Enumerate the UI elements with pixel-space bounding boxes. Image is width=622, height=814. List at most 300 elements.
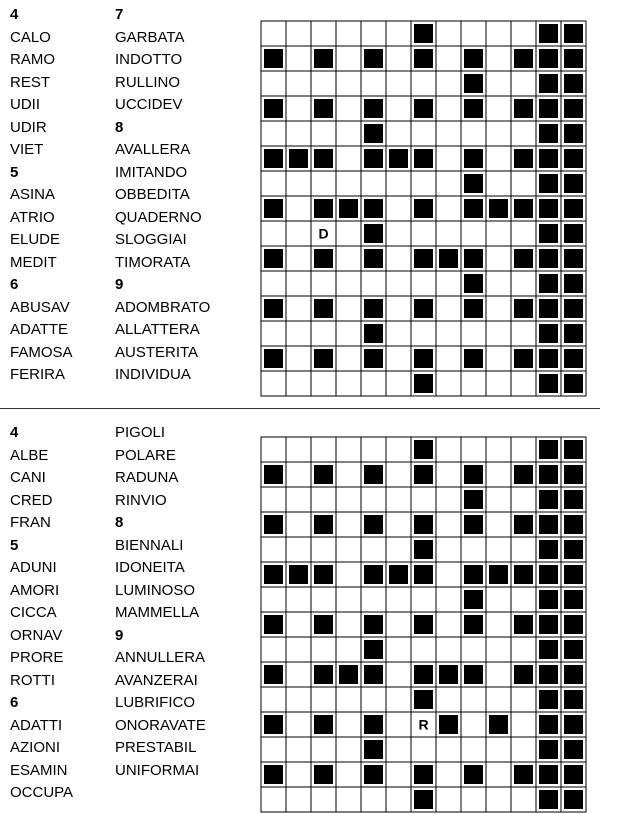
grid-cell[interactable]: [336, 712, 361, 737]
grid-cell[interactable]: [486, 687, 511, 712]
black-cell: [511, 296, 536, 321]
black-cell: [261, 246, 286, 271]
grid-cell[interactable]: [511, 437, 536, 462]
grid-cell[interactable]: [286, 46, 311, 71]
grid-cell[interactable]: [286, 787, 311, 812]
grid-cell[interactable]: [336, 687, 361, 712]
grid-cell[interactable]: [311, 487, 336, 512]
word-entry: PRORE: [10, 649, 64, 666]
grid-cell[interactable]: [336, 587, 361, 612]
grid-cell[interactable]: [486, 321, 511, 346]
grid-cell[interactable]: [461, 371, 486, 396]
grid-cell[interactable]: [486, 437, 511, 462]
grid-cell[interactable]: [361, 587, 386, 612]
grid-cell[interactable]: [261, 71, 286, 96]
black-cell: [361, 196, 386, 221]
black-cell: [511, 46, 536, 71]
grid-cell[interactable]: [511, 371, 536, 396]
grid-cell[interactable]: [411, 712, 436, 737]
grid-cell[interactable]: [336, 371, 361, 396]
grid-cell[interactable]: [386, 537, 411, 562]
black-cell: [436, 246, 461, 271]
grid-cell[interactable]: [336, 146, 361, 171]
grid-cell[interactable]: [361, 71, 386, 96]
grid-cell[interactable]: [511, 71, 536, 96]
black-cell: [486, 562, 511, 587]
black-cell: [561, 271, 586, 296]
grid-cell[interactable]: [511, 687, 536, 712]
grid-cell[interactable]: [311, 787, 336, 812]
grid-cell[interactable]: [511, 587, 536, 612]
word-entry: ONORAVATE: [115, 716, 206, 734]
grid-cell[interactable]: [436, 321, 461, 346]
word-entry: SLOGGIAI: [115, 231, 187, 248]
grid-cell[interactable]: [486, 662, 511, 687]
grid-cell[interactable]: [436, 512, 461, 537]
grid-cell[interactable]: [436, 637, 461, 662]
word-entry: ROTTI: [10, 671, 55, 689]
length-header: 5: [10, 163, 19, 181]
black-cell: [261, 562, 286, 587]
grid-cell[interactable]: [286, 737, 311, 762]
length-header: 7: [115, 6, 124, 23]
grid-cell[interactable]: [486, 371, 511, 396]
grid-cell[interactable]: [336, 437, 361, 462]
grid-cell[interactable]: [311, 537, 336, 562]
grid-cell[interactable]: [286, 762, 311, 787]
grid-cell[interactable]: [411, 637, 436, 662]
black-cell: [386, 562, 411, 587]
grid-cell[interactable]: [511, 712, 536, 737]
grid-cell[interactable]: [386, 712, 411, 737]
grid-cell[interactable]: [286, 221, 311, 246]
grid-cell[interactable]: [511, 321, 536, 346]
grid-cell[interactable]: [436, 296, 461, 321]
grid-cell[interactable]: [386, 321, 411, 346]
word-column-1: [10, 422, 73, 805]
black-cell: [461, 462, 486, 487]
grid-cell[interactable]: [336, 221, 361, 246]
grid-cell[interactable]: [411, 221, 436, 246]
grid-cell[interactable]: [336, 346, 361, 371]
grid-cell[interactable]: [436, 562, 461, 587]
black-cell: [361, 462, 386, 487]
grid-cell[interactable]: [336, 246, 361, 271]
length-header: 6: [10, 694, 19, 711]
grid-cell[interactable]: [261, 121, 286, 146]
grid-cell[interactable]: [286, 246, 311, 271]
grid-cell[interactable]: [311, 687, 336, 712]
grid-cell[interactable]: [386, 346, 411, 371]
grid-cell[interactable]: [411, 71, 436, 96]
grid-cell[interactable]: [286, 637, 311, 662]
grid-cell[interactable]: [336, 637, 361, 662]
grid-cell[interactable]: [361, 687, 386, 712]
grid-cell[interactable]: [436, 437, 461, 462]
grid-cell[interactable]: [286, 121, 311, 146]
black-cell: [511, 612, 536, 637]
grid-cell[interactable]: [386, 371, 411, 396]
grid-cell[interactable]: [311, 321, 336, 346]
grid-cell[interactable]: [436, 121, 461, 146]
grid-cell[interactable]: [461, 221, 486, 246]
grid-cell[interactable]: [336, 171, 361, 196]
grid-cell[interactable]: [286, 196, 311, 221]
grid-cell[interactable]: [511, 271, 536, 296]
grid-cell[interactable]: [336, 71, 361, 96]
length-header: 9: [115, 276, 124, 293]
grid-cell[interactable]: [261, 271, 286, 296]
black-cell: [361, 512, 386, 537]
grid-cell[interactable]: [511, 787, 536, 812]
grid-cell[interactable]: [461, 321, 486, 346]
black-cell: [561, 762, 586, 787]
grid-cell[interactable]: [261, 487, 286, 512]
black-cell: [361, 146, 386, 171]
word-entry: ADATTE: [10, 321, 69, 338]
grid-cell[interactable]: [486, 637, 511, 662]
grid-cell[interactable]: [486, 737, 511, 762]
grid-cell[interactable]: [361, 271, 386, 296]
grid-cell[interactable]: [361, 437, 386, 462]
black-cell: [361, 612, 386, 637]
grid-cell[interactable]: [486, 587, 511, 612]
grid-cell[interactable]: [336, 121, 361, 146]
grid-cell[interactable]: [311, 221, 336, 246]
word-entry: RULLINO: [115, 73, 181, 91]
grid-cell[interactable]: [286, 687, 311, 712]
grid-cell[interactable]: [386, 462, 411, 487]
grid-cell[interactable]: [261, 371, 286, 396]
grid-cell[interactable]: [436, 96, 461, 121]
grid-cell[interactable]: [361, 487, 386, 512]
grid-cell[interactable]: [511, 487, 536, 512]
grid-cell[interactable]: [436, 587, 461, 612]
grid-cell[interactable]: [261, 737, 286, 762]
grid-cell[interactable]: [336, 321, 361, 346]
grid-cell[interactable]: [261, 587, 286, 612]
grid-cell[interactable]: [336, 271, 361, 296]
grid-cell[interactable]: [386, 71, 411, 96]
grid-cell[interactable]: [336, 512, 361, 537]
grid-cell[interactable]: [336, 787, 361, 812]
black-cell: [536, 271, 561, 296]
word-entry: CICCA: [10, 604, 57, 621]
word-entry: LUMINOSO: [115, 581, 196, 599]
black-cell: [536, 687, 561, 712]
grid-cell[interactable]: [261, 21, 286, 46]
black-cell: [361, 662, 386, 687]
grid-cell[interactable]: [486, 512, 511, 537]
black-cell: [461, 246, 486, 271]
word-entry: CRED: [10, 491, 53, 509]
word-entry: IDONEITA: [115, 559, 185, 576]
grid-cell[interactable]: [286, 712, 311, 737]
grid-cell[interactable]: [386, 271, 411, 296]
grid-cell[interactable]: [486, 612, 511, 637]
crossword-grid[interactable]: [259, 435, 588, 814]
black-cell: [411, 21, 436, 46]
grid-cell[interactable]: [436, 462, 461, 487]
grid-cell[interactable]: [311, 637, 336, 662]
word-entry: CANI: [10, 469, 46, 486]
grid-cell[interactable]: [436, 762, 461, 787]
grid-cell[interactable]: [336, 46, 361, 71]
grid-cell[interactable]: [486, 221, 511, 246]
word-entry: PRESTABIL: [115, 739, 197, 756]
grid-cell[interactable]: [286, 96, 311, 121]
word-entry: PIGOLI: [115, 424, 166, 441]
grid-cell[interactable]: [386, 662, 411, 687]
grid-cell[interactable]: [336, 562, 361, 587]
black-cell: [561, 196, 586, 221]
grid-cell[interactable]: [436, 171, 461, 196]
grid-cell[interactable]: [361, 371, 386, 396]
grid-cell[interactable]: [486, 96, 511, 121]
grid-cell[interactable]: [511, 21, 536, 46]
grid-cell[interactable]: [261, 171, 286, 196]
grid-cell[interactable]: [286, 21, 311, 46]
grid-cell[interactable]: [386, 196, 411, 221]
grid-cell[interactable]: [436, 687, 461, 712]
grid-cell[interactable]: [411, 121, 436, 146]
word-entry: UDII: [10, 96, 40, 113]
grid-cell[interactable]: [286, 487, 311, 512]
grid-cell[interactable]: [511, 637, 536, 662]
grid-cell[interactable]: [336, 462, 361, 487]
word-entry: FAMOSA: [10, 343, 73, 361]
word-entry: OCCUPA: [10, 784, 74, 801]
grid-cell[interactable]: [486, 46, 511, 71]
grid-cell[interactable]: [336, 762, 361, 787]
grid-cell[interactable]: [286, 296, 311, 321]
grid-cell[interactable]: [386, 96, 411, 121]
word-entry: ATRIO: [10, 208, 55, 226]
black-cell: [311, 196, 336, 221]
black-cell: [411, 762, 436, 787]
grid-cell[interactable]: [311, 171, 336, 196]
grid-cell[interactable]: [311, 437, 336, 462]
grid-cell[interactable]: [286, 587, 311, 612]
grid-cell[interactable]: [386, 246, 411, 271]
grid-cell[interactable]: [486, 537, 511, 562]
cell-letter: R: [418, 716, 429, 733]
black-cell: [536, 121, 561, 146]
grid-cell[interactable]: [436, 346, 461, 371]
word-entry: ORNAV: [10, 626, 63, 644]
grid-cell[interactable]: [411, 171, 436, 196]
grid-cell[interactable]: [261, 787, 286, 812]
word-entry: UDIR: [10, 118, 47, 136]
word-entry: ELUDE: [10, 231, 61, 248]
grid-cell[interactable]: [436, 196, 461, 221]
black-cell: [511, 246, 536, 271]
black-cell: [261, 612, 286, 637]
grid-cell[interactable]: [361, 537, 386, 562]
grid-cell[interactable]: [286, 71, 311, 96]
grid-cell[interactable]: [311, 21, 336, 46]
grid-cell[interactable]: [386, 587, 411, 612]
grid-cell[interactable]: [511, 171, 536, 196]
grid-cell[interactable]: [486, 121, 511, 146]
grid-cell[interactable]: [511, 221, 536, 246]
grid-cell[interactable]: [511, 737, 536, 762]
grid-cell[interactable]: [286, 346, 311, 371]
grid-cell[interactable]: [411, 321, 436, 346]
grid-cell[interactable]: [436, 787, 461, 812]
grid-cell[interactable]: [461, 712, 486, 737]
grid-cell[interactable]: [436, 537, 461, 562]
grid-cell[interactable]: [486, 296, 511, 321]
black-cell: [536, 512, 561, 537]
grid-cell[interactable]: [261, 687, 286, 712]
grid-cell[interactable]: [436, 371, 461, 396]
grid-cell[interactable]: [486, 246, 511, 271]
grid-cell[interactable]: [361, 787, 386, 812]
grid-cell[interactable]: [486, 71, 511, 96]
word-entry: GARBATA: [115, 28, 185, 46]
grid-cell[interactable]: [411, 487, 436, 512]
grid-cell[interactable]: [261, 437, 286, 462]
black-cell: [561, 537, 586, 562]
grid-cell[interactable]: [286, 512, 311, 537]
crossword-grid[interactable]: [259, 19, 588, 398]
grid-cell[interactable]: [311, 121, 336, 146]
black-cell: [536, 96, 561, 121]
word-entry: ADATTI: [10, 716, 63, 734]
grid-cell[interactable]: [361, 21, 386, 46]
grid-cell[interactable]: [436, 737, 461, 762]
grid-cell[interactable]: [486, 346, 511, 371]
grid-cell[interactable]: [386, 437, 411, 462]
grid-cell[interactable]: [486, 462, 511, 487]
grid-cell[interactable]: [436, 271, 461, 296]
grid-cell[interactable]: [286, 271, 311, 296]
grid-cell[interactable]: [411, 271, 436, 296]
grid-cell[interactable]: [411, 737, 436, 762]
grid-cell[interactable]: [311, 71, 336, 96]
grid-cell[interactable]: [286, 537, 311, 562]
grid-cell[interactable]: [286, 171, 311, 196]
grid-cell[interactable]: [461, 437, 486, 462]
grid-cell[interactable]: [261, 321, 286, 346]
grid-cell[interactable]: [436, 21, 461, 46]
grid-cell[interactable]: [461, 21, 486, 46]
grid-cell[interactable]: [386, 512, 411, 537]
grid-cell[interactable]: [311, 737, 336, 762]
word-entry: LUBRIFICO: [115, 694, 196, 711]
grid-cell[interactable]: [286, 321, 311, 346]
grid-cell[interactable]: [386, 46, 411, 71]
grid-cell[interactable]: [261, 537, 286, 562]
grid-cell[interactable]: [461, 737, 486, 762]
word-column-2: [115, 4, 210, 387]
grid-cell[interactable]: [336, 96, 361, 121]
grid-cell[interactable]: [286, 462, 311, 487]
grid-cell[interactable]: [386, 787, 411, 812]
grid-cell[interactable]: [311, 371, 336, 396]
grid-cell[interactable]: [386, 687, 411, 712]
black-cell: [261, 712, 286, 737]
word-entry: UNIFORMAI: [115, 761, 200, 779]
grid-cell[interactable]: [386, 637, 411, 662]
grid-cell[interactable]: [286, 371, 311, 396]
grid-cell[interactable]: [461, 787, 486, 812]
grid-cell[interactable]: [386, 737, 411, 762]
black-cell: [561, 587, 586, 612]
grid-cell[interactable]: [461, 121, 486, 146]
grid-cell[interactable]: [436, 71, 461, 96]
grid-cell[interactable]: [286, 437, 311, 462]
grid-cell[interactable]: [461, 687, 486, 712]
grid-cell[interactable]: [386, 221, 411, 246]
grid-cell[interactable]: [336, 537, 361, 562]
black-cell: [411, 562, 436, 587]
grid-cell[interactable]: [436, 487, 461, 512]
grid-cell[interactable]: [436, 612, 461, 637]
grid-cell[interactable]: [386, 21, 411, 46]
grid-cell[interactable]: [486, 487, 511, 512]
grid-cell[interactable]: [461, 637, 486, 662]
word-entry: AMORI: [10, 581, 60, 599]
grid-cell[interactable]: [436, 221, 461, 246]
grid-cell[interactable]: [486, 21, 511, 46]
grid-cell[interactable]: [386, 487, 411, 512]
black-cell: [311, 146, 336, 171]
black-cell: [336, 662, 361, 687]
grid-cell[interactable]: [336, 21, 361, 46]
grid-cell[interactable]: [361, 171, 386, 196]
grid-cell[interactable]: [336, 296, 361, 321]
black-cell: [561, 146, 586, 171]
black-cell: [461, 487, 486, 512]
grid-cell[interactable]: [336, 487, 361, 512]
grid-cell[interactable]: [336, 612, 361, 637]
grid-cell[interactable]: [386, 121, 411, 146]
grid-cell[interactable]: [436, 146, 461, 171]
grid-cell[interactable]: [486, 762, 511, 787]
grid-cell[interactable]: [261, 637, 286, 662]
grid-cell[interactable]: [486, 787, 511, 812]
black-cell: [536, 21, 561, 46]
grid-cell[interactable]: [261, 221, 286, 246]
grid-cell[interactable]: [286, 662, 311, 687]
grid-cell[interactable]: [461, 537, 486, 562]
grid-cell[interactable]: [486, 171, 511, 196]
word-entry: ALLATTERA: [115, 321, 200, 338]
grid-cell[interactable]: [411, 587, 436, 612]
grid-cell[interactable]: [386, 296, 411, 321]
black-cell: [361, 46, 386, 71]
black-cell: [536, 71, 561, 96]
grid-cell[interactable]: [386, 171, 411, 196]
black-cell: [311, 662, 336, 687]
grid-cell[interactable]: [336, 737, 361, 762]
grid-cell[interactable]: [386, 612, 411, 637]
grid-cell[interactable]: [386, 762, 411, 787]
grid-cell[interactable]: [311, 271, 336, 296]
black-cell: [561, 787, 586, 812]
grid-cell[interactable]: [511, 121, 536, 146]
grid-cell[interactable]: [486, 271, 511, 296]
puzzle-2: [0, 418, 622, 812]
grid-cell[interactable]: [311, 587, 336, 612]
grid-cell[interactable]: [511, 537, 536, 562]
grid-cell[interactable]: [286, 612, 311, 637]
grid-cell[interactable]: [486, 146, 511, 171]
grid-cell[interactable]: [436, 46, 461, 71]
black-cell: [561, 637, 586, 662]
